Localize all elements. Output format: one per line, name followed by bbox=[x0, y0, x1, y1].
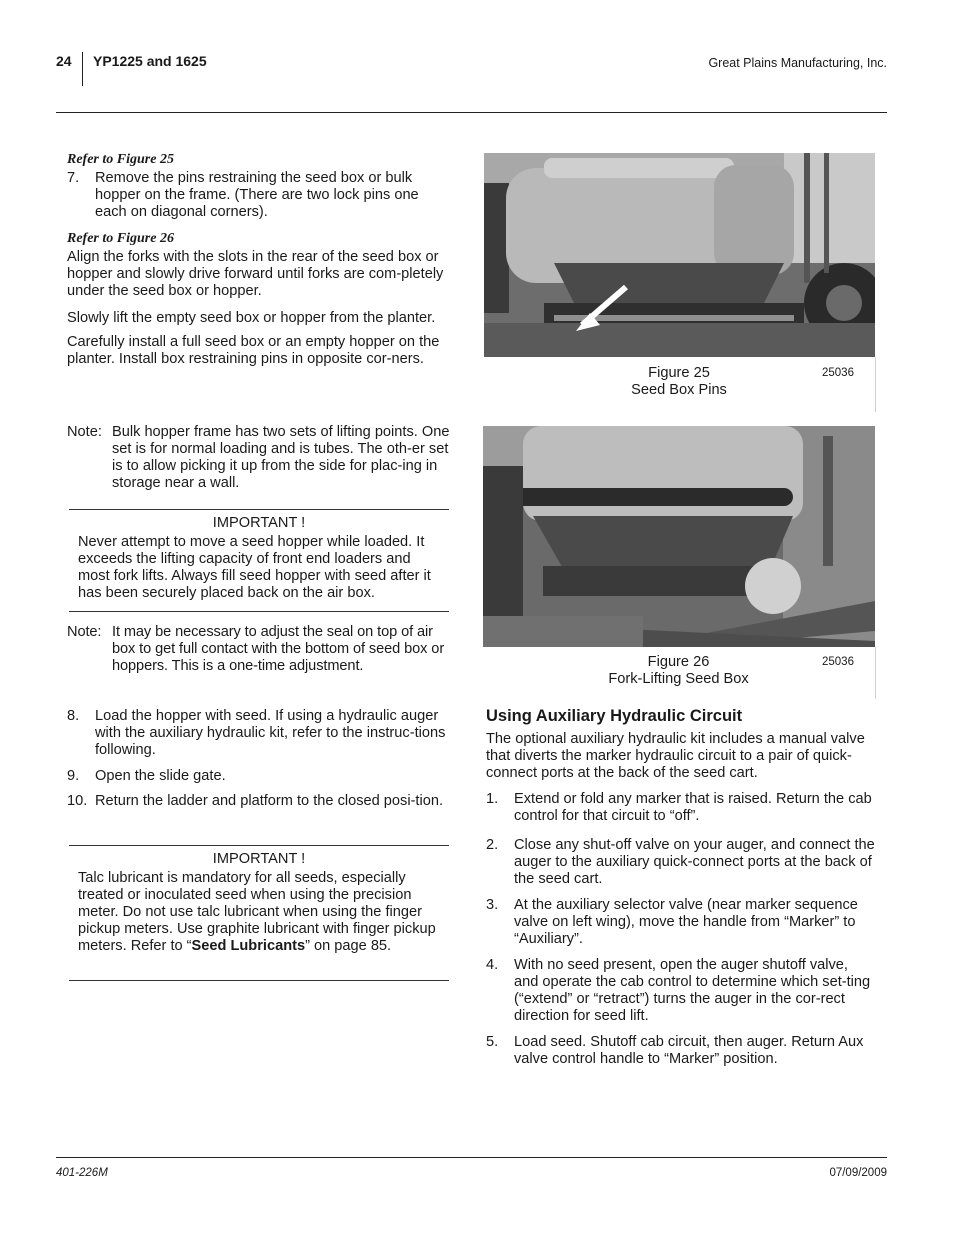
header-divider bbox=[82, 52, 83, 86]
figure-26-caption bbox=[580, 654, 777, 688]
figure-label: Figure 26 bbox=[647, 654, 710, 670]
step-text: With no seed present, open the auger shutoff valve, and operate the cab control to determine which set-ting (“extend” or “retract”) turns the auger in the cor-rect direction for seed lift. bbox=[514, 957, 871, 1024]
important-title: IMPORTANT ! bbox=[212, 515, 306, 531]
aux-step-4 bbox=[486, 957, 874, 1025]
paragraph-install-box: Carefully install a full seed box or an empty hopper on the planter. Install box restraining pins in opposite cor-ners. bbox=[67, 334, 440, 367]
section-intro: The optional auxiliary hydraulic kit includes a manual valve that diverts the marker hydraulic circuit to a pair of quick-connect ports at the back of the seed cart. bbox=[486, 731, 865, 781]
step-number: 7. bbox=[67, 170, 80, 186]
figure-25-number: 25036 bbox=[822, 367, 854, 379]
important-text-end: ” on page 85. bbox=[305, 938, 392, 954]
important-text bbox=[69, 868, 449, 955]
step-number: 2. bbox=[486, 837, 499, 853]
paragraph-lift-box: Slowly lift the empty seed box or hopper from the planter. bbox=[67, 310, 436, 326]
step-number: 9. bbox=[67, 768, 80, 784]
step-text: Return the ladder and platform to the closed posi-tion. bbox=[95, 793, 444, 809]
important-box-talc bbox=[69, 845, 449, 981]
revision-date: 07/09/2009 bbox=[829, 1167, 887, 1179]
company-name: Great Plains Manufacturing, Inc. bbox=[708, 56, 887, 70]
step-number: 4. bbox=[486, 957, 499, 973]
step-8 bbox=[67, 708, 455, 759]
note-seal bbox=[67, 624, 459, 675]
note-lifting-points bbox=[67, 424, 459, 492]
important-title: IMPORTANT ! bbox=[212, 851, 306, 867]
header-rule bbox=[56, 112, 887, 113]
step-text: Open the slide gate. bbox=[95, 768, 226, 784]
figure-26-photo bbox=[483, 426, 875, 647]
aux-step-1 bbox=[486, 791, 874, 825]
seed-lubricants-reference: Seed Lubricants bbox=[191, 938, 306, 954]
step-text: Load the hopper with seed. If using a hydraulic auger with the auxiliary hydraulic kit, refer to the instruc-tions following. bbox=[95, 708, 446, 758]
figure-25-reference: Refer to Figure 25 bbox=[67, 152, 174, 167]
figure-25-photo bbox=[484, 153, 875, 357]
figure-title: Seed Box Pins bbox=[631, 382, 727, 398]
step-text: Extend or fold any marker that is raised. Return the cab control for that circuit to “off”. bbox=[514, 791, 872, 824]
step-text: Load seed. Shutoff cab circuit, then auger. Return Aux valve control handle to “Marker” position. bbox=[514, 1034, 864, 1067]
step-9 bbox=[67, 768, 452, 785]
figure-25-caption bbox=[600, 365, 758, 399]
figure-26-number: 25036 bbox=[822, 656, 854, 668]
figure-title: Fork-Lifting Seed Box bbox=[608, 671, 749, 687]
step-10 bbox=[67, 793, 445, 810]
step-number: 5. bbox=[486, 1034, 499, 1050]
figure-26-reference: Refer to Figure 26 bbox=[67, 231, 174, 246]
document-title: YP1225 and 1625 bbox=[93, 53, 207, 69]
important-text: Never attempt to move a seed hopper while loaded. It exceeds the lifting capacity of front end loaders and most fork lifts. Always fill seed hopper with seed after it has been securely placed back on the air box. bbox=[78, 534, 431, 601]
step-text: At the auxiliary selector valve (near marker sequence valve on left wing), move the handle from “Marker” to “Auxiliary”. bbox=[514, 897, 858, 947]
document-number: 401-226M bbox=[56, 1167, 108, 1179]
aux-step-5 bbox=[486, 1034, 871, 1068]
step-text: Remove the pins restraining the seed box or bulk hopper on the frame. (There are two lock pins one each on diagonal corners). bbox=[95, 170, 419, 220]
footer-rule bbox=[56, 1157, 887, 1158]
step-number: 3. bbox=[486, 897, 499, 913]
figure-25-frame-line bbox=[875, 357, 876, 412]
page-number: 24 bbox=[56, 53, 72, 69]
section-heading: Using Auxiliary Hydraulic Circuit bbox=[486, 707, 743, 725]
paragraph-align-forks: Align the forks with the slots in the rear of the seed box or hopper and slowly drive forward until forks are com-pletely under the seed box or hopper. bbox=[67, 249, 444, 299]
step-text: Close any shut-off valve on your auger, and connect the auger to the auxiliary quick-connect ports at the back of the seed cart. bbox=[514, 837, 875, 887]
aux-step-3 bbox=[486, 897, 874, 948]
step-number: 1. bbox=[486, 791, 499, 807]
note-text: Bulk hopper frame has two sets of lifting points. One set is for normal loading and is tubes. The oth-er set is to allow picking it up from the side for plac-ing in storage near a wall. bbox=[112, 424, 450, 491]
step-7 bbox=[67, 170, 452, 221]
important-box-hopper bbox=[69, 509, 449, 612]
step-number: 8. bbox=[67, 708, 80, 724]
note-label: Note: bbox=[67, 424, 102, 440]
figure-label: Figure 25 bbox=[648, 365, 710, 381]
step-number: 10. bbox=[67, 793, 88, 809]
figure-26-frame-line bbox=[875, 647, 876, 699]
note-label: Note: bbox=[67, 624, 102, 640]
note-text: It may be necessary to adjust the seal on top of air box to get full contact with the bottom of seed box or hoppers. This is a one-time adjustment. bbox=[112, 624, 445, 674]
aux-step-2 bbox=[486, 837, 876, 888]
important-text-start: Talc lubricant is mandatory for all seeds, especially treated or inoculated seed when using the precision meter. Do not use talc lubricant when using the finger pickup meters. Use graphite lubricant with finger pickup meters. Refer to “ bbox=[78, 870, 436, 954]
